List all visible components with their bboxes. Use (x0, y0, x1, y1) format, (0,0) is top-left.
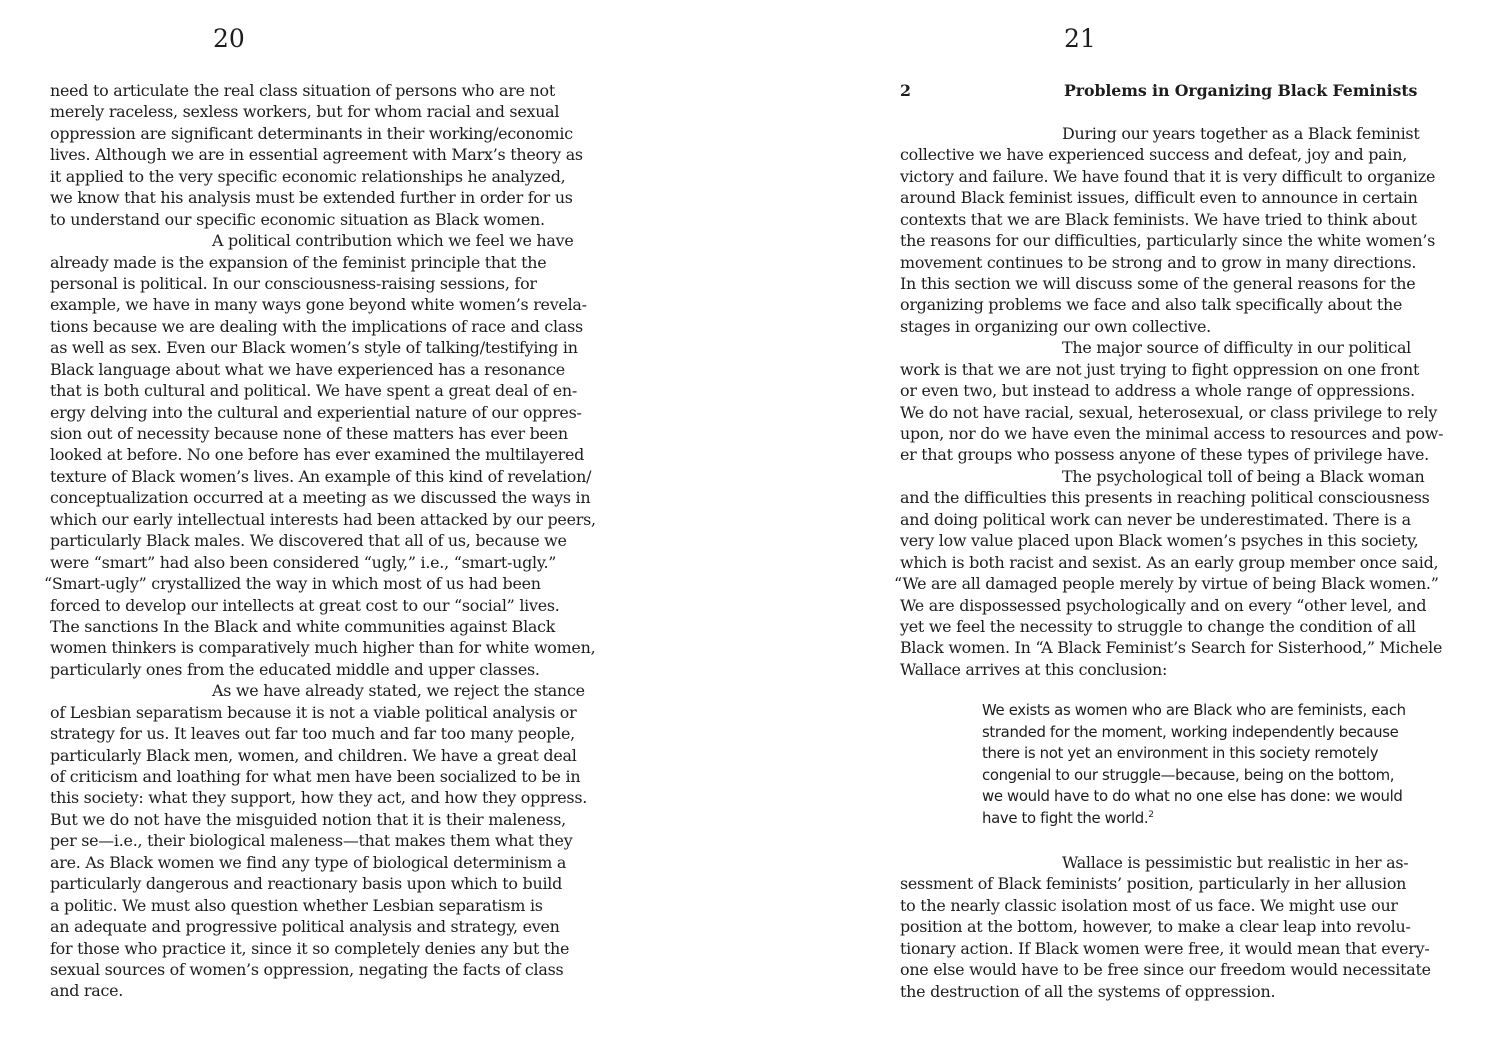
text-line: texture of Black women’s lives. An example of this kind of revelation/ (50, 466, 592, 486)
text-line: looked at before. No one before has ever examined the multilayered (50, 445, 585, 465)
quote-line-text: have to fight the world. (982, 808, 1149, 827)
text-line: personal is political. In our consciousness-raising sessions, for (50, 273, 537, 293)
text-line: and the difficulties this presents in reaching political consciousness (900, 488, 1430, 508)
right-page (750, 0, 1500, 1064)
text-line: an adequate and progressive political analysis and strategy, even (50, 917, 560, 937)
quote-line-text: there is not yet an environment in this society remotely (982, 744, 1379, 762)
section-title: Problems in Organizing Black Feminists (1064, 81, 1418, 100)
quote-line (982, 700, 1452, 722)
text-line: victory and failure. We have found that it is very difficult to organize (900, 166, 1436, 186)
text-line: very low value placed upon Black women’s psyches in this society, (900, 531, 1419, 551)
left-page-number: 20 (213, 24, 245, 53)
text-line: We are dispossessed psychologically and on every “other level, and (900, 595, 1427, 615)
section-heading (900, 80, 1470, 101)
text-line: sion out of necessity because none of these matters has ever been (50, 424, 568, 443)
block-quote (982, 700, 1452, 829)
right-body-before-quote (894, 123, 1470, 680)
quote-line (982, 743, 1452, 765)
text-line: for those who practice it, since it so completely denies any but the (50, 938, 570, 958)
text-line: that is both cultural and political. We have spent a great deal of en- (50, 381, 577, 401)
quote-line-text: We exists as women who are Black who are feminists, each (982, 701, 1406, 719)
text-line: were “smart” had also been considered “ugly,” i.e., “smart-ugly.” (50, 552, 557, 572)
text-line: strategy for us. It leaves out far too much and far too many people, (50, 724, 575, 744)
quote-line (982, 722, 1452, 744)
right-page-body (894, 80, 1470, 680)
text-line: forced to develop our intellects at great cost to our “social” lives. (50, 595, 560, 615)
text-line: particularly Black men, women, and children. We have a great deal (50, 745, 577, 765)
text-line: contexts that we are Black feminists. We have tried to think about (900, 209, 1417, 229)
text-line: yet we feel the necessity to struggle to change the condition of all (900, 616, 1416, 636)
text-line: lives. Although we are in essential agreement with Marx’s theory as (50, 145, 583, 165)
text-line: the destruction of all the systems of oppression. (900, 981, 1276, 1001)
footnote-marker: 2 (1148, 809, 1154, 820)
text-line: But we do not have the misguided notion that it is their maleness, (50, 809, 566, 829)
text-line: The psychological toll of being a Black woman (1062, 466, 1425, 486)
text-line: this society: what they support, how they act, and how they oppress. (50, 788, 588, 808)
text-line: “We are all damaged people merely by virtue of being Black women.” (894, 574, 1439, 594)
text-line: women thinkers is comparatively much higher than for white women, (50, 638, 596, 658)
text-line: it applied to the very specific economic relationships he analyzed, (50, 166, 566, 186)
text-line: We do not have racial, sexual, heterosexual, or class privilege to rely (900, 402, 1438, 422)
text-line: around Black feminist issues, difficult even to announce in certain (900, 188, 1418, 208)
text-line: A political contribution which we feel we have (212, 231, 574, 251)
text-line: already made is the expansion of the feminist principle that the (50, 252, 547, 272)
text-line: and doing political work can never be underestimated. There is a (900, 509, 1411, 529)
text-line: per se—i.e., their biological maleness—that makes them what they (50, 831, 573, 851)
text-line: er that groups who possess anyone of these types of privilege have. (900, 445, 1429, 465)
text-line: which is both racist and sexist. As an early group member once said, (900, 552, 1439, 572)
text-line: ergy delving into the cultural and experiential nature of our oppres- (50, 402, 582, 422)
text-line: work is that we are not just trying to fight oppression on one front (900, 359, 1420, 379)
text-line: “Smart-ugly” crystallized the way in which most of us had been (44, 574, 541, 594)
text-line: are. As Black women we find any type of biological determinism a (50, 852, 567, 872)
text-line: position at the bottom, however, to make a clear leap into revolu- (900, 917, 1411, 937)
text-line: upon, nor do we have even the minimal access to resources and pow- (900, 424, 1444, 443)
text-line: and race. (50, 981, 124, 1001)
text-line: sexual sources of women’s oppression, negating the facts of class (50, 959, 564, 979)
quote-line (982, 808, 1452, 830)
text-line: In this section we will discuss some of the general reasons for the (900, 273, 1416, 293)
text-line: the reasons for our difficulties, particularly since the white women’s (900, 231, 1436, 251)
quote-line-text: we would have to do what no one else has done: we would (982, 787, 1403, 805)
text-line: we know that his analysis must be extended further in order for us (50, 188, 573, 208)
quote-line-text: stranded for the moment, working independently because (982, 722, 1399, 741)
text-line: As we have already stated, we reject the stance (212, 681, 585, 701)
text-line: oppression are significant determinants in their working/economic (50, 123, 573, 143)
text-line: The major source of difficulty in our political (1062, 338, 1412, 358)
text-line: merely raceless, sexless workers, but for whom racial and sexual (50, 102, 560, 122)
text-line: to understand our specific economic situation as Black women. (50, 209, 545, 229)
text-line: of criticism and loathing for what men have been socialized to be in (50, 767, 581, 786)
text-line: Black language about what we have experienced has a resonance (50, 359, 565, 379)
text-line: stages in organizing our own collective. (900, 316, 1211, 336)
text-line: Wallace is pessimistic but realistic in her as- (1062, 853, 1409, 872)
text-line: tionary action. If Black women were free, it would mean that every- (900, 938, 1430, 958)
left-page-body (44, 80, 620, 1002)
quote-line (982, 786, 1452, 808)
text-line: need to articulate the real class situation of persons who are not (50, 81, 555, 100)
section-number: 2 (900, 81, 911, 100)
text-line: collective we have experienced success and defeat, joy and pain, (900, 145, 1407, 165)
text-line: to the nearly classic isolation most of us face. We might use our (900, 895, 1398, 915)
right-page-number: 21 (1064, 24, 1096, 53)
text-line: a politic. We must also question whether Lesbian separatism is (50, 895, 543, 915)
text-line: sessment of Black feminists’ position, particularly in her allusion (900, 874, 1407, 894)
text-line: which our early intellectual interests had been attacked by our peers, (50, 509, 596, 529)
text-line: movement continues to be strong and to grow in many directions. (900, 252, 1417, 272)
text-line: During our years together as a Black feminist (1062, 123, 1420, 143)
quote-line-text: congenial to our struggle—because, being on the bottom, (982, 765, 1395, 784)
text-line: tions because we are dealing with the implications of race and class (50, 316, 583, 336)
quote-line (982, 765, 1452, 787)
text-line: as well as sex. Even our Black women’s style of talking/testifying in (50, 338, 578, 358)
text-line: The sanctions In the Black and white communities against Black (50, 616, 556, 636)
text-line: Black women. In “A Black Feminist’s Search for Sisterhood,” Michele (900, 638, 1443, 658)
text-line: conceptualization occurred at a meeting as we discussed the ways in (50, 488, 591, 508)
text-line: example, we have in many ways gone beyond white women’s revela- (50, 295, 587, 315)
text-line: particularly dangerous and reactionary basis upon which to build (50, 874, 563, 894)
heading-spacer (900, 101, 1470, 122)
text-line: organizing problems we face and also talk specifically about the (900, 295, 1403, 315)
text-line: Wallace arrives at this conclusion: (900, 659, 1168, 679)
text-line: of Lesbian separatism because it is not a viable political analysis or (50, 702, 577, 722)
text-line: one else would have to be free since our freedom would necessitate (900, 960, 1431, 980)
text-line: or even two, but instead to address a whole range of oppressions. (900, 381, 1415, 401)
text-line: particularly Black males. We discovered that all of us, because we (50, 531, 567, 551)
text-line: particularly ones from the educated middle and upper classes. (50, 659, 540, 679)
right-body-after-quote (900, 852, 1470, 1002)
